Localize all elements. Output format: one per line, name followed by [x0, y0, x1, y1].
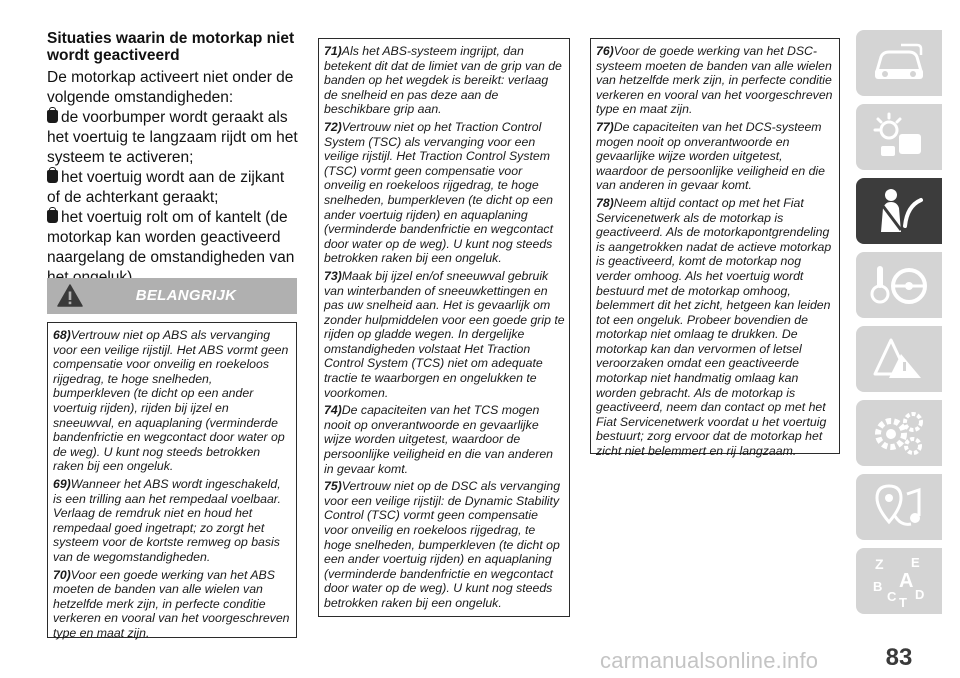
section-heading: Situaties waarin de motorkap niet wordt geactiveerd — [47, 30, 295, 64]
tab-multimedia[interactable] — [856, 474, 942, 540]
warning-header — [47, 278, 297, 314]
gears-maintenance-icon — [871, 408, 927, 458]
tab-car-dashboard[interactable] — [856, 30, 942, 96]
bullet-item: de voorbumper wordt geraakt als het voertuig te langzaam rijdt om het systeem te activeren; — [47, 109, 298, 166]
watermark: carmanualsonline.info — [600, 648, 819, 673]
bullet-item: het voertuig wordt aan de zijkant of de achterkant geraakt; — [47, 169, 285, 206]
svg-text:E: E — [911, 555, 920, 570]
page-number: 83 — [885, 644, 913, 671]
hazard-triangle-icon — [871, 334, 927, 384]
warning-title: BELANGRIJK — [135, 287, 237, 304]
bullet-marker-icon — [47, 170, 58, 183]
bullet-marker-icon — [47, 110, 58, 123]
notes-box-1 — [47, 322, 297, 638]
tab-maintenance[interactable] — [856, 400, 942, 466]
alphabetical-index-icon — [869, 553, 929, 609]
svg-text:D: D — [915, 587, 925, 602]
note-item: 75)Vertrouw niet op de DSC als vervanging voor een veilige rijstijl: de Dynamic Stability Control (TSC) vormt geen compensatie voor onveilig en roekeloos rijgedrag, te hoge snelheden, bumperkleven (te dicht op een ander voertuig rijden) en aquaplaning (verminderde bandenfrictie en wegcontact door water op de weg). U kunt nog steeds betrokken raken bij een ongeluk. — [324, 479, 561, 610]
tab-emergency[interactable] — [856, 326, 942, 392]
note-item: 73)Maak bij ijzel en/of sneeuwval gebruik van winterbanden of sneeuwkettingen en pas uw snelheid aan. Het is gevaarlijk om zonder hulpmiddelen voor een goede grip te rijden op gladde wegen. In dergelijke omstandigheden volstaat Het Traction Control System (TCS) niet om adequate tractie te waarborgen en ongelukken te voorkomen. — [324, 268, 565, 400]
key-steering-icon — [869, 260, 929, 310]
note-item: 76)Voor de goede werking van het DSC-systeem moeten de banden van alle wielen van hetzelfde merk zijn, in perfecte conditie verkeren en vooral van het voorgeschreven type en maat zijn. — [596, 44, 833, 117]
notes-box-2 — [318, 38, 570, 617]
note-item: 71)Als het ABS-systeem ingrijpt, dan betekent dit dat de limiet van de grip van de banden op het wegdek is bereikt: verlaag de snelheid en pas deze aan de beschikbare grip aan. — [324, 44, 562, 117]
note-item: 69)Wanneer het ABS wordt ingeschakeld, is een trilling aan het rempedaal voelbaar. Verlaag de remdruk niet en houd het rempedaal goed ingetrapt; zo zorgt het systeem voor de kortste remweg op basis van de wegomstandigheden. — [53, 476, 281, 564]
warning-lights-icon — [871, 112, 927, 162]
svg-text:A: A — [899, 570, 914, 592]
tab-safety[interactable] — [856, 178, 942, 244]
intro-column — [47, 30, 299, 288]
note-item: 72)Vertrouw niet op het Traction Control System (TSC) als vervanging voor een veilige rijstijl. Het Traction Control System (TSC) vormt geen compensatie voor onveilig en roekeloos rijgedrag, te hoge snelheden, bumperkleven (te dicht op een ander voertuig rijden) en aquaplaning (verminderde bandenfrictie en wegcontact door water op de weg). U kunt nog steeds betrokken raken bij een ongeluk. — [324, 119, 554, 266]
note-item: 68)Vertrouw niet op ABS als vervanging voor een veilige rijstijl. Het ABS vormt geen compensatie voor onveilig en roekeloos rijgedrag, te hoge snelheden, bumperkleven (te dicht op een ander voertuig rijden), rijden bij ijzel en sneeuwval, en aquaplaning (verminderde bandenfrictie en wegcontact door water op de weg). U kunt nog steeds betrokken raken bij een ongeluk. — [53, 328, 289, 474]
bullet-marker-icon — [47, 210, 58, 223]
tab-starting-driving[interactable] — [856, 252, 942, 318]
tab-warning-lights[interactable] — [856, 104, 942, 170]
intro-text: De motorkap activeert niet onder de volgende omstandigheden: — [47, 69, 294, 106]
svg-text:Z: Z — [875, 556, 884, 572]
car-dashboard-icon — [871, 41, 927, 85]
notes-box-3 — [590, 38, 840, 459]
note-item: 74)De capaciteiten van het TCS mogen nooit op onverantwoorde en gevaarlijke wijze worden uitgetest, waardoor de persoonlijke veiligheid en die van anderen in gevaar komt. — [324, 403, 554, 476]
seatbelt-safety-icon — [871, 186, 927, 236]
svg-text:C: C — [887, 589, 897, 604]
note-item: 70)Voor een goede werking van het ABS moeten de banden van alle wielen van hetzelfde merk zijn, in perfecte conditie verkeren en vooral van het voorgeschreven type en maat zijn. — [53, 567, 290, 640]
multimedia-icon — [871, 482, 927, 532]
note-item: 77)De capaciteiten van het DCS-systeem mogen nooit op onverantwoorde en gevaarlijke wijze worden uitgetest, waardoor de persoonlijke veiligheid en die van anderen in gevaar komt. — [596, 119, 826, 193]
svg-text:B: B — [873, 579, 883, 594]
chapter-tabs — [856, 30, 942, 645]
note-item: 78)Neem altijd contact op met het Fiat Servicenetwerk als de motorkap is geactiveerd. Als de motorkapontgrendeling is aangetrokken nadat de actieve motorkap is geactiveerd, komt de motorkap nog verder omhoog. Als het voertuig wordt bestuurd met de motorkap omhoog, belemmert dit het zicht, hetgeen kan leiden tot een ongeluk. Probeer bovendien de motorkap niet omlaag te drukken. De motorkap kan dan vervormen of letsel veroorzaken omdat een geactiveerde motorkap niet handmatig omlaag kan worden gebracht. Als de motorkap is geactiveerd, neem dan contact op met het Fiat Servicenetwerk voordat u het voertuig bestuurt; zorg ervoor dat de motorkap het zicht niet belemmert en rij langzaam. — [596, 195, 832, 459]
svg-text:T: T — [899, 595, 907, 609]
tab-index[interactable] — [856, 548, 942, 614]
bullet-item: het voertuig rolt om of kantelt (de motorkap kan worden geactiveerd naargelang de omstandigheden van — [47, 209, 295, 266]
